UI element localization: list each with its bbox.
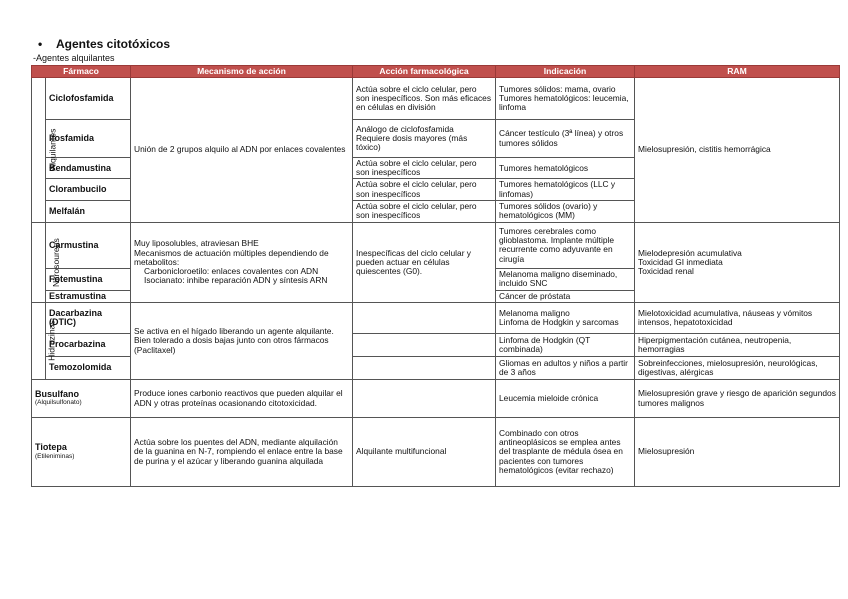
group-alquilantes: Alquilantes: [32, 78, 46, 223]
ram-temozolomida: Sobreinfecciones, mielosupresión, neurológicas, digestivas, alérgicas: [635, 357, 840, 380]
drug-ciclofosfamida: Ciclofosfamida: [46, 78, 131, 120]
header-mecanismo: Mecanismo de acción: [131, 66, 353, 78]
table-row: [32, 418, 840, 487]
section-title: [38, 37, 171, 51]
drug-fotemustina: Fotemustina: [46, 268, 131, 290]
drug-melfalan: Melfalán: [46, 200, 131, 222]
ram-nitrosoureas: Mielodepresión acumulativa Toxicidad GI inmediata Toxicidad renal: [635, 222, 840, 302]
drug-tiotepa-class: (Etileniminas): [35, 452, 75, 460]
mecanismo-nitrosoureas: Muy liposolubles, atraviesan BHE Mecanismos de actuación múltiples dependiendo de metabolitos: Carbonicloroetilo: enlaces covalentes con ADN Isocianato: inhibe reparación ADN y síntesis ARN: [131, 222, 353, 302]
subtitle: -Agentes alquilantes: [33, 53, 115, 63]
header-ram: RAM: [635, 66, 840, 78]
drug-ifosfamida: Ifosfamida: [46, 120, 131, 158]
header-farmaco: Fármaco: [32, 66, 131, 78]
indicacion-melfalan: Tumores sólidos (ovario) y hematológicos (MM): [496, 200, 635, 222]
indicacion-busulfano: Leucemia mieloide crónica: [496, 380, 635, 418]
bullet: •: [38, 37, 43, 51]
accion-clorambucilo: Actúa sobre el ciclo celular, pero son inespecíficos: [353, 179, 496, 200]
header-accion: Acción farmacológica: [353, 66, 496, 78]
accion-temozolomida: [353, 357, 496, 380]
indicacion-temozolomida: Gliomas en adultos y niños a partir de 3 años: [496, 357, 635, 380]
drug-clorambucilo: Clorambucilo: [46, 179, 131, 200]
header-row: [32, 66, 840, 78]
indicacion-clorambucilo: Tumores hematológicos (LLC y linfomas): [496, 179, 635, 200]
mecanismo-hidrazinas: Se activa en el hígado liberando un agente alquilante. Bien tolerado a dosis bajas junto con otros fármacos (Paclitaxel): [131, 303, 353, 380]
indicacion-ifosfamida: Cáncer testículo (3ª línea) y otros tumores sólidos: [496, 120, 635, 158]
title-text: Agentes citotóxicos: [56, 37, 171, 51]
group-nitrosoureas: Nitrosoureas: [32, 222, 46, 302]
ram-tiotepa: Mielosupresión: [635, 418, 840, 487]
drug-bendamustina: Bendamustina: [46, 158, 131, 179]
indicacion-estramustina: Cáncer de próstata: [496, 290, 635, 302]
ram-procarbazina: Hiperpigmentación cutánea, neutropenia, hemorragias: [635, 334, 840, 357]
indicacion-carmustina: Tumores cerebrales como glioblastoma. Implante múltiple recurrente como adyuvante en cirugía: [496, 222, 635, 268]
mecanismo-alquilantes: Unión de 2 grupos alquilo al ADN por enlaces covalentes: [131, 78, 353, 223]
accion-procarbazina: [353, 334, 496, 357]
accion-nitrosoureas: Inespecíficas del ciclo celular y pueden actuar en células quiescentes (G0).: [353, 222, 496, 302]
ram-busulfano: Mielosupresión grave y riesgo de aparición segundos tumores malignos: [635, 380, 840, 418]
drug-busulfano-class: (Alquilsulfonato): [35, 399, 82, 407]
indicacion-ciclofosfamida: Tumores sólidos: mama, ovario Tumores hematológicos: leucemia, linfoma: [496, 78, 635, 120]
indicacion-tiotepa: Combinado con otros antineoplásicos se emplea antes del trasplante de médula ósea en pacientes con tumores hematológicos (evitar rechazo): [496, 418, 635, 487]
drug-busulfano: Busulfano (Alquilsulfonato): [32, 380, 131, 418]
table-row: [32, 78, 840, 120]
accion-busulfano: [353, 380, 496, 418]
drug-temozolomida: Temozolomida: [46, 357, 131, 380]
mecanismo-busulfano: Produce iones carbonio reactivos que pueden alquilar el ADN y otras proteínas ocasionando citotoxicidad.: [131, 380, 353, 418]
ram-dacarbazina: Mielotoxicidad acumulativa, náuseas y vómitos intensos, hepatotoxicidad: [635, 303, 840, 334]
drug-estramustina: Estramustina: [46, 290, 131, 302]
accion-tiotepa: Alquilante multifuncional: [353, 418, 496, 487]
drug-carmustina: Carmustina: [46, 222, 131, 268]
drug-table: [31, 65, 840, 487]
ram-alquilantes: Mielosupresión, cistitis hemorrágica: [635, 78, 840, 223]
group-hidrazinas: Hidrazinas: [32, 303, 46, 380]
mecanismo-tiotepa: Actúa sobre los puentes del ADN, mediante alquilación de la guanina en N-7, rompiendo el enlace entre la base de purina y el azúcar y liberando guanina alquilada: [131, 418, 353, 487]
accion-bendamustina: Actúa sobre el ciclo celular, pero son inespecíficos: [353, 158, 496, 179]
drug-procarbazina: Procarbazina: [46, 334, 131, 357]
accion-ciclofosfamida: Actúa sobre el ciclo celular, pero son inespecíficos. Son más eficaces en células en división: [353, 78, 496, 120]
table-row: [32, 303, 840, 334]
table-row: [32, 222, 840, 268]
drug-dacarbazina: Dacarbazina (DTIC): [46, 303, 131, 334]
indicacion-bendamustina: Tumores hematológicos: [496, 158, 635, 179]
header-indicacion: Indicación: [496, 66, 635, 78]
indicacion-procarbazina: Linfoma de Hodgkin (QT combinada): [496, 334, 635, 357]
indicacion-dacarbazina: Melanoma maligno Linfoma de Hodgkin y sarcomas: [496, 303, 635, 334]
accion-melfalan: Actúa sobre el ciclo celular, pero son inespecíficos: [353, 200, 496, 222]
drug-tiotepa: Tiotepa (Etileniminas): [32, 418, 131, 487]
table-row: [32, 380, 840, 418]
accion-dacarbazina: [353, 303, 496, 334]
accion-ifosfamida: Análogo de ciclofosfamida Requiere dosis mayores (más tóxico): [353, 120, 496, 158]
indicacion-fotemustina: Melanoma maligno diseminado, incluido SNC: [496, 268, 635, 290]
